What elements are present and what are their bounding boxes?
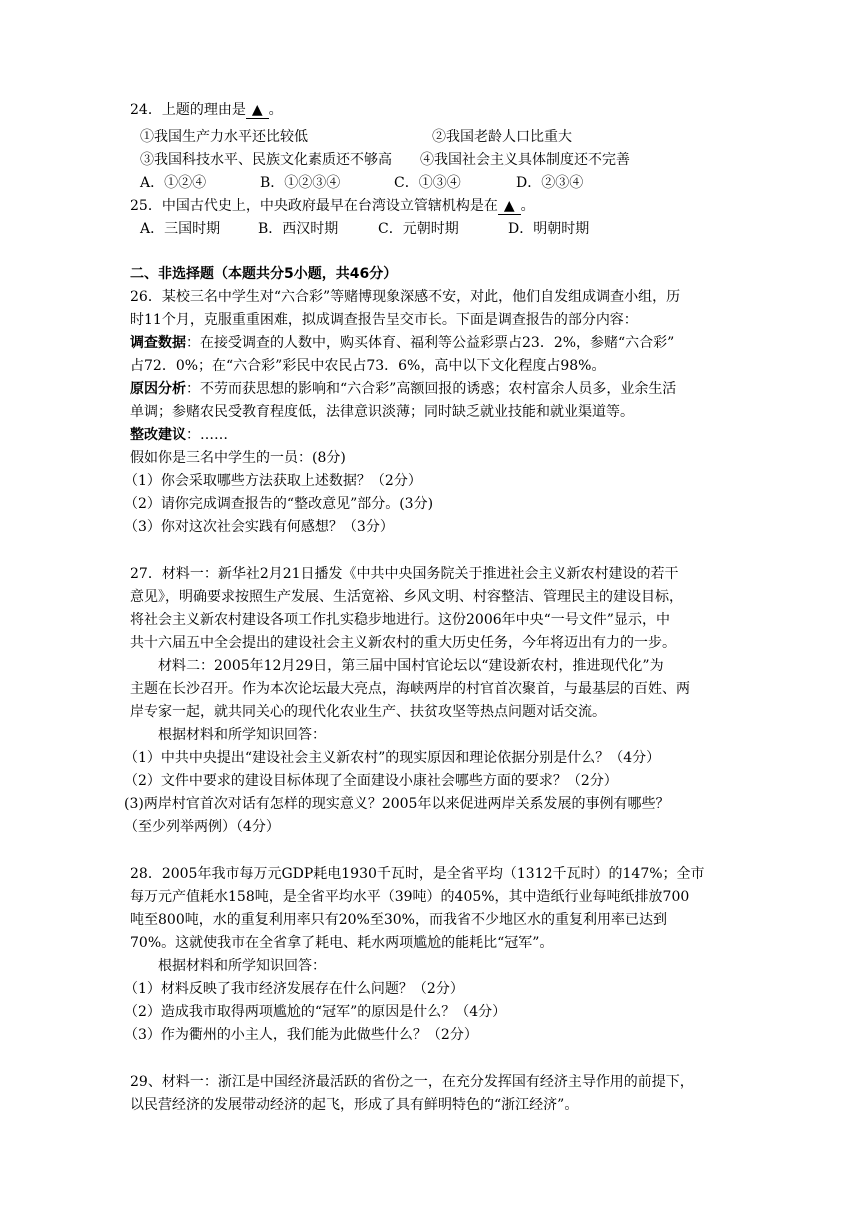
q25-stem-end: 。 (520, 198, 535, 214)
q25-stem (130, 196, 535, 216)
q29-line-1: 29、材料一：浙江是中国经济最活跃的省份之一，在充分发挥国有经济主导作用的前提下， (130, 1074, 694, 1090)
q28-sub-1: （1）材料反映了我市经济发展存在什么问题？（2分） (124, 981, 464, 997)
q26-cause-line-2: 单调；参赌农民受教育程度低，法律意识淡薄；同时缺乏就业技能和就业渠道等。 (130, 404, 634, 420)
q28-line-3: 吨至800吨，水的重复利用率只有20%至30%，而我省不少地区水的重复利用率已达到 (130, 912, 667, 928)
q27-line-4: 共十六届五中全会提出的建设社会主义新农村的重大历史任务，今年将迈出有力的一步。 (130, 635, 676, 651)
q26-cause-line-1 (130, 379, 676, 399)
q27-line-1: 27．材料一：新华社2月21日播发《中共中央国务院关于推进社会主义新农村建设的若干 (130, 566, 679, 582)
q28-sub-2: （2）造成我市取得两项尴尬的“冠军”的原因是什么？（4分） (124, 1004, 507, 1020)
q25-answer-blank: ▲ (498, 198, 521, 215)
q27-sub-2: （2）文件中要求的建设目标体现了全面建设小康社会哪些方面的要求？（2分） (124, 773, 618, 789)
q27-line-5: 材料二：2005年12月29日，第三届中国村官论坛以“建设新农村，推进现代化”为 (158, 658, 664, 674)
q24-option-d: D．②③④ (516, 175, 584, 191)
q28-line-1: 28．2005年我市每万元GDP耗电1930千瓦时，是全省平均（1312千瓦时）的147%；全市 (130, 866, 705, 882)
cause-analysis-text: ：不劳而获思想的影响和“六合彩”高额回报的诱惑；农村富余人员多，业余生活 (186, 381, 677, 397)
q26-sub-1: （1）你会采取哪些方法获取上述数据？（2分） (124, 473, 422, 489)
q24-item-3: ③我国科技水平、民族文化素质还不够高 (140, 152, 392, 168)
q27-line-6: 主题在长沙召开。作为本次论坛最大亮点，海峡两岸的村官首次聚首，与最基层的百姓、两 (130, 681, 690, 697)
q24-option-b: B．①②③④ (260, 175, 341, 191)
q26-sub-3: （3）你对这次社会实践有何感想？（3分） (124, 519, 394, 535)
q27-sub-3: (3)两岸村官首次对话有怎样的现实意义？2005年以来促进两岸关系发展的事例有哪些？ (124, 796, 670, 812)
q25-option-d: D．明朝时期 (508, 221, 590, 237)
q28-sub-3: （3）作为衢州的小主人，我们能为此做些什么？（2分） (124, 1027, 478, 1043)
cause-analysis-label: 原因分析 (130, 381, 186, 397)
q28-line-4: 70%。这就使我市在全省拿了耗电、耗水两项尴尬的能耗比“冠军”。 (130, 935, 554, 951)
q26-survey-line-1 (130, 333, 674, 353)
q24-stem-text: 24．上题的理由是 (130, 102, 246, 118)
rectification-label: 整改建议 (130, 427, 186, 443)
q27-instruction: 根据材料和所学知识回答： (158, 727, 326, 743)
q24-stem-end: 。 (268, 102, 283, 118)
q26-prompt: 假如你是三名中学生的一员：(8分) (130, 450, 346, 466)
q27-sub-3-cont: （至少列举两例）（4分） (124, 819, 280, 835)
rectification-text: ：…… (186, 427, 228, 443)
q25-option-a: A．三国时期 (140, 221, 221, 237)
q26-sub-2: （2）请你完成调查报告的“整改意见”部分。(3分) (124, 496, 434, 512)
q24-stem (130, 100, 283, 120)
q24-answer-blank: ▲ (246, 102, 269, 119)
section-2-title: 二、非选择题（本题共分5小题，共46分） (130, 266, 398, 282)
q29-line-2: 以民营经济的发展带动经济的起飞，形成了具有鲜明特色的“浙江经济”。 (130, 1097, 579, 1113)
q24-item-1: ①我国生产力水平还比较低 (140, 129, 308, 145)
survey-data-text: ：在接受调查的人数中，购买体育、福利等公益彩票占23．2%，参赌“六合彩” (186, 335, 675, 351)
q26-line-2: 时11个月，克服重重困难，拟成调查报告呈交市长。下面是调查报告的部分内容： (130, 312, 638, 328)
q26-line-1: 26．某校三名中学生对“六合彩”等赌博现象深感不安，对此，他们自发组成调查小组，历 (130, 289, 681, 305)
q24-item-2: ②我国老龄人口比重大 (432, 129, 572, 145)
q28-instruction: 根据材料和所学知识回答： (158, 958, 326, 974)
q25-option-c: C．元朝时期 (378, 221, 459, 237)
q27-sub-1: （1）中共中央提出“建设社会主义新农村”的现实原因和理论依据分别是什么？（4分） (124, 750, 661, 766)
q24-option-a: A．①②④ (140, 175, 207, 191)
q27-line-2: 意见》，明确要求按照生产发展、生活宽裕、乡风文明、村容整洁、管理民主的建设目标， (130, 589, 683, 605)
survey-data-label: 调查数据 (130, 335, 186, 351)
q27-line-7: 岸专家一起，就共同关心的现代化农业生产、扶贫攻坚等热点问题对话交流。 (130, 704, 606, 720)
q25-option-b: B．西汉时期 (258, 221, 339, 237)
q25-stem-text: 25．中国古代史上，中央政府最早在台湾设立管辖机构是在 (130, 198, 498, 214)
q26-suggest-line (130, 425, 228, 445)
q24-option-c: C．①③④ (394, 175, 461, 191)
q26-survey-line-2: 占72．0%；在“六合彩”彩民中农民占73．6%，高中以下文化程度占98%。 (130, 358, 606, 374)
q24-item-4: ④我国社会主义具体制度还不完善 (420, 152, 630, 168)
q27-line-3: 将社会主义新农村建设各项工作扎实稳步地进行。这份2006年中央“一号文件”显示，中 (130, 612, 670, 628)
q28-line-2: 每万元产值耗水158吨，是全省平均水平（39吨）的405%，其中造纸行业每吨纸排放700 (130, 889, 690, 905)
